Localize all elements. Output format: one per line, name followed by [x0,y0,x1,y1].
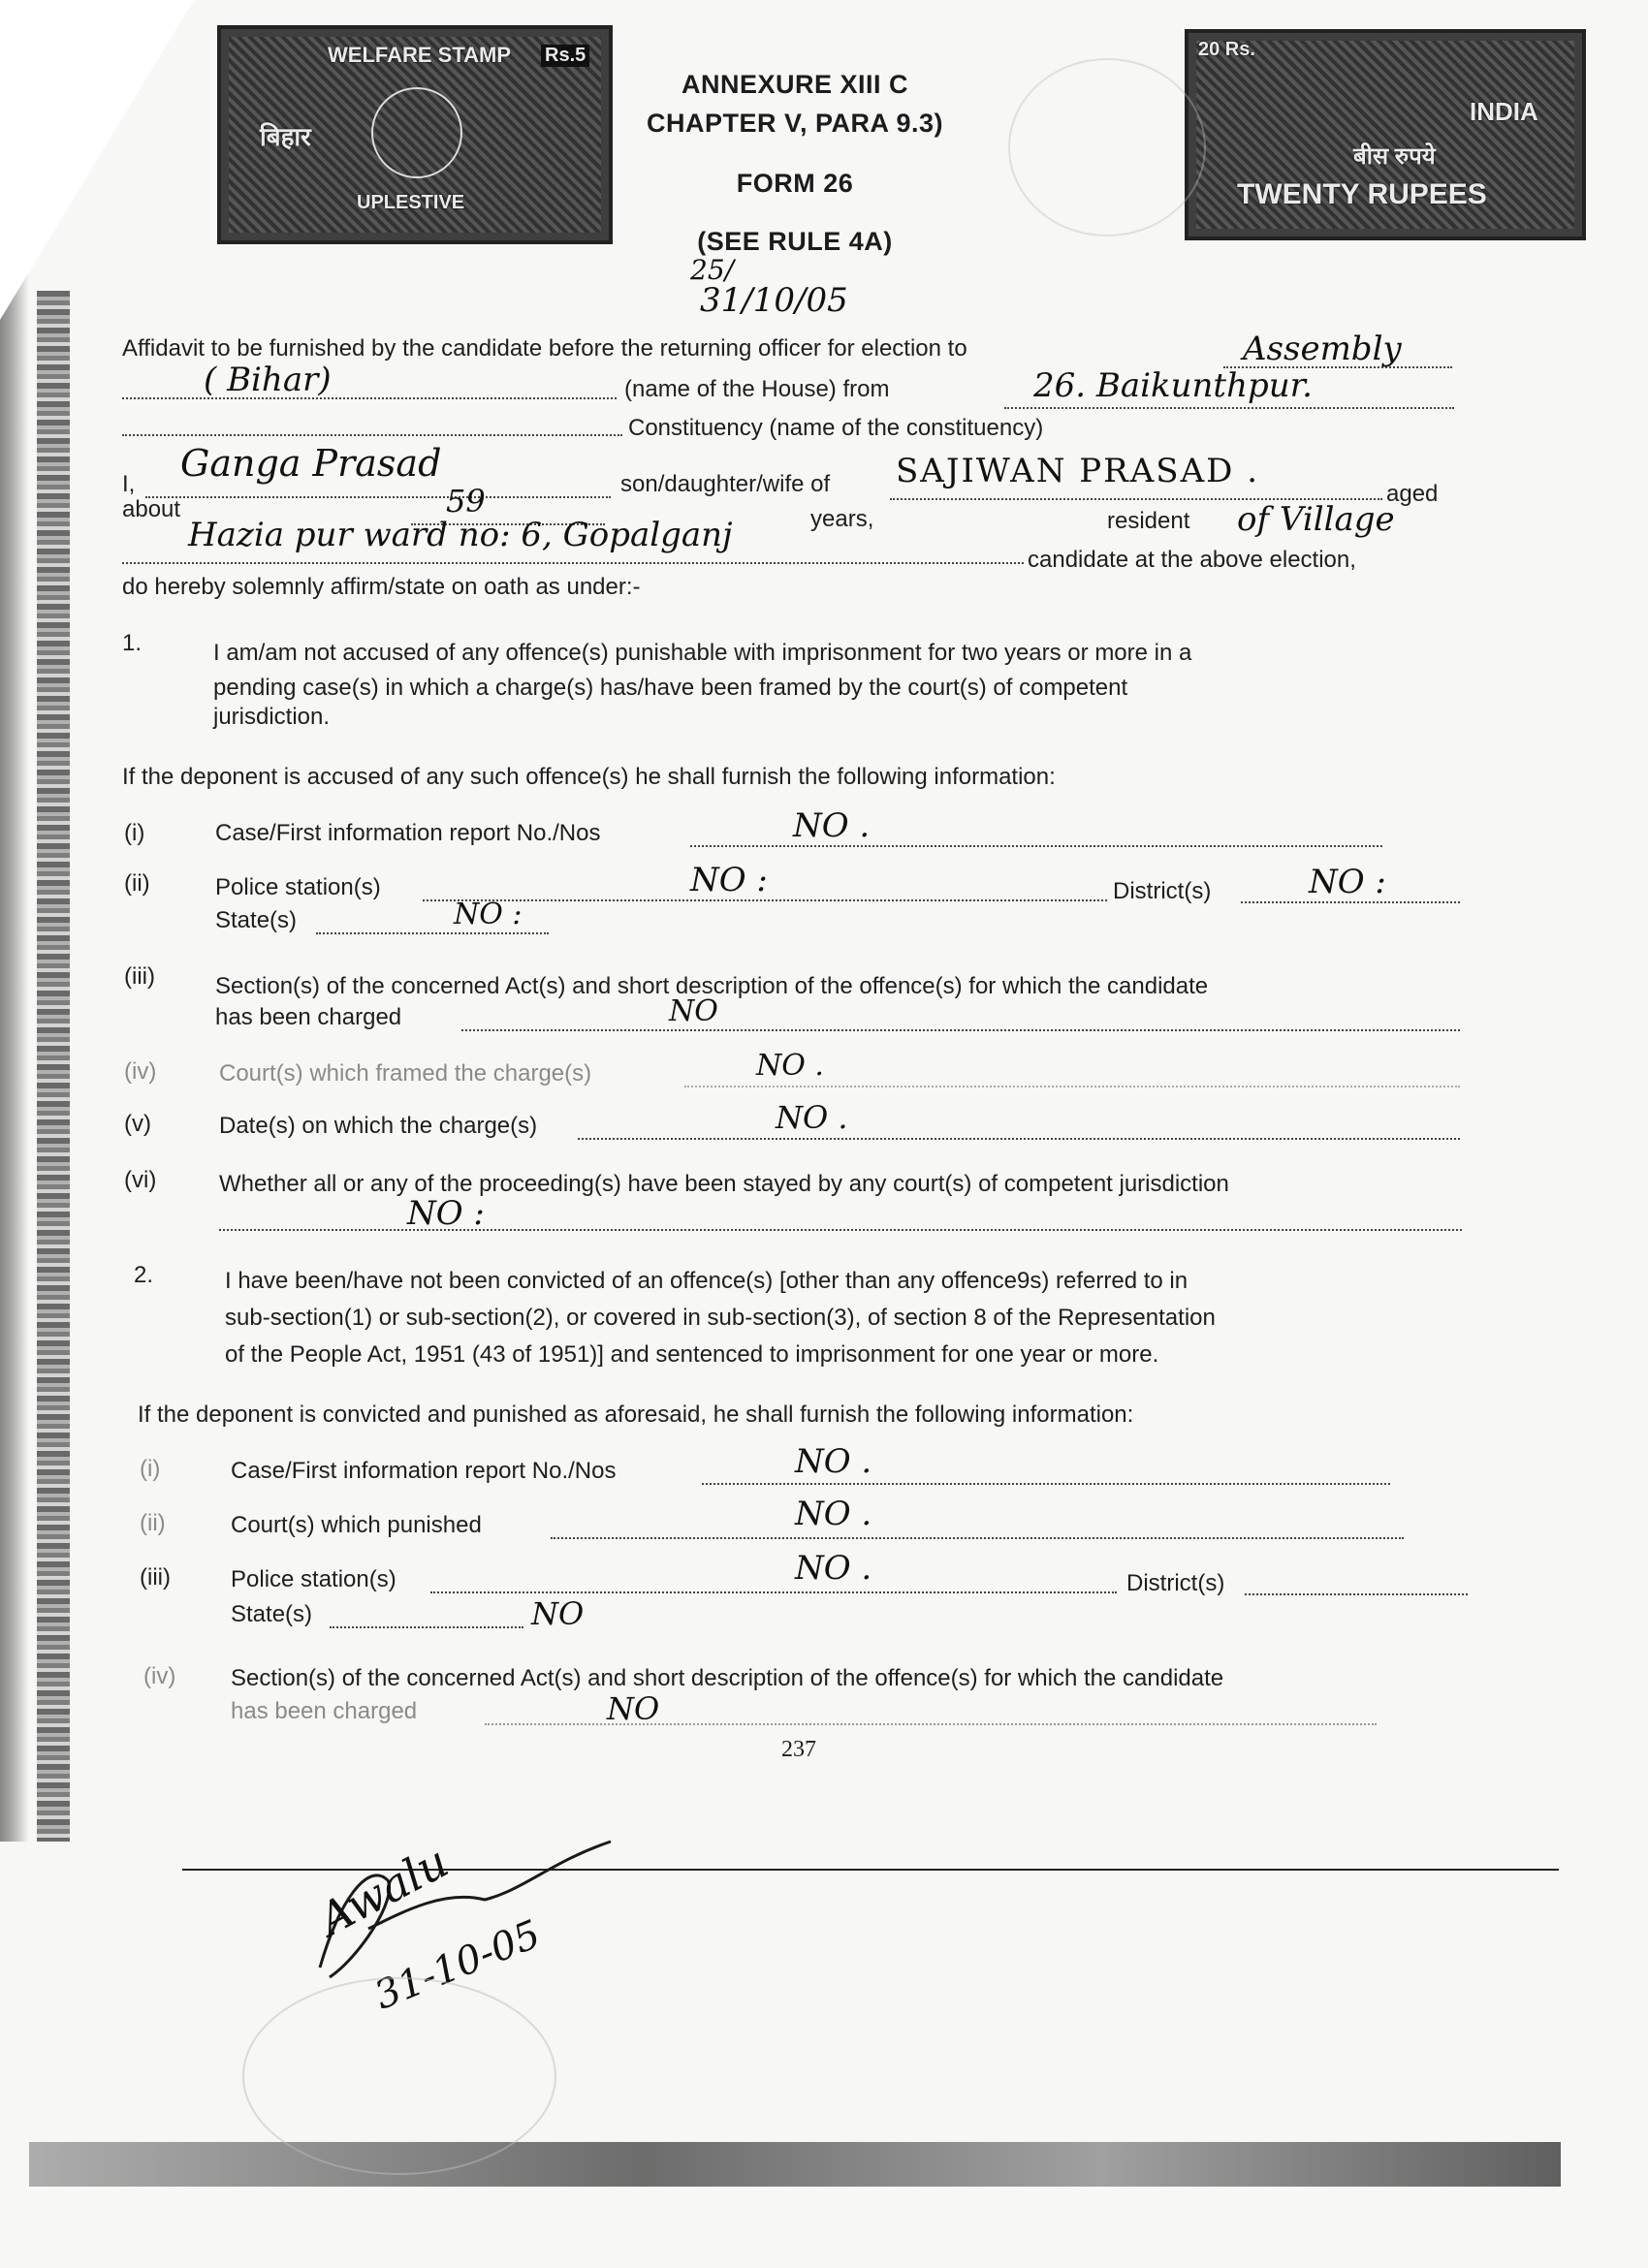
item-a-v-number: (v) [124,1111,151,1137]
label-aged: aged [1386,481,1439,507]
item-a-iii-number: (iii) [124,963,155,990]
fill-line [1004,407,1454,409]
affirm-line: do hereby solemnly affirm/state on oath as under:- [122,574,641,600]
answer-a-iii: NO [669,994,718,1028]
fill-line [1245,1593,1468,1595]
item-b-ii-number: (ii) [140,1510,166,1536]
fill-line [1241,901,1460,903]
item-b-iv-line-2: has been charged [231,1698,418,1724]
label-district: District(s) [1113,878,1212,904]
para-1-line-1: I am/am not accused of any offence(s) punishable with imprisonment for two years or more in a [213,640,1192,666]
faint-seal [242,1977,556,2175]
handwritten-address: Hazia pur ward no: 6, Gopalganj [188,516,733,554]
stamp-emblem [371,87,462,178]
fill-line [122,562,1024,564]
answer-a-ii-police: NO : [690,861,768,899]
answer-b-ii: NO . [795,1495,872,1533]
handwritten-from: 26. Baikunthpur. [1033,366,1313,405]
handwritten-house: ( Bihar) [204,361,332,399]
item-b-iii-number: (iii) [140,1564,171,1591]
intro-line-1: Affidavit to be furnished by the candidate before the returning officer for election to [122,335,967,362]
welfare-stamp: WELFARE STAMP Rs.5 बिहार UPLESTIVE [217,25,613,244]
annexure-title: ANNEXURE XIII C [681,70,909,99]
chapter-title: CHAPTER V, PARA 9.3) [646,109,944,138]
answer-a-ii-district: NO : [1309,863,1386,901]
fill-line [316,932,549,934]
item-a-iii-line-1: Section(s) of the concerned Act(s) and short description of the offence(s) for which the candidate [215,973,1209,999]
label-candidate: candidate at the above election, [1028,547,1356,573]
fill-line [690,845,1382,847]
item-a-iv-label: Court(s) which framed the charge(s) [219,1060,592,1087]
answer-a-i: NO . [793,806,871,845]
fill-line [551,1537,1404,1539]
item-a-i-label: Case/First information report No./Nos [215,820,601,846]
para-2-number: 2. [134,1262,154,1288]
label-district-b: District(s) [1126,1570,1225,1596]
handwritten-age: 59 [446,483,486,520]
fill-line [578,1138,1460,1140]
fill-line [122,434,622,436]
item-b-i-label: Case/First information report No./Nos [231,1458,617,1484]
folded-corner [0,0,194,320]
answer-b-iv: NO [607,1690,660,1727]
para-1-condition: If the deponent is accused of any such offence(s) he shall furnish the following information: [122,764,1056,790]
answer-b-i: NO . [795,1442,872,1481]
label-years: years, [810,506,874,532]
fill-line [461,1029,1460,1031]
fill-line [702,1483,1390,1485]
item-a-vi-label: Whether all or any of the proceeding(s) have been stayed by any court(s) of competent jurisdiction [219,1171,1229,1197]
form-title: FORM 26 [736,169,854,198]
answer-a-ii-state: NO : [454,898,523,931]
item-b-iv-line-1: Section(s) of the concerned Act(s) and short description of the offence(s) for which the candidate [231,1665,1224,1691]
answer-a-v: NO . [776,1099,848,1136]
item-b-iii-label: Police station(s) [231,1566,396,1592]
scan-bottom-band [29,2142,1561,2187]
para-1-number: 1. [122,630,143,656]
handwritten-election: Assembly [1243,330,1402,368]
answer-b-iii-police: NO . [795,1549,872,1588]
para-2-line-3: of the People Act, 1951 (43 of 1951)] and sentenced to imprisonment for one year or more. [225,1341,1159,1368]
fill-line [430,1591,1117,1593]
fill-line [684,1086,1460,1087]
item-a-iv-number: (iv) [124,1058,157,1085]
item-a-ii-number: (ii) [124,870,150,897]
fill-line [219,1229,1462,1231]
signature-date: 31-10-05 [368,1911,547,2019]
fill-line [122,397,617,399]
fill-line [145,496,611,498]
answer-a-vi: NO : [407,1194,485,1233]
item-a-v-label: Date(s) on which the charge(s) [219,1113,538,1139]
faint-seal-top [1008,58,1206,236]
label-state-b: State(s) [231,1601,313,1627]
answer-b-iii-state: NO [531,1595,585,1632]
item-b-ii-label: Court(s) which punished [231,1512,482,1538]
label-resident: resident [1107,508,1190,534]
item-a-iii-line-2: has been charged [215,1004,402,1030]
page-number: 237 [781,1737,816,1762]
answer-a-iv: NO . [756,1049,824,1083]
item-b-iv-number: (iv) [143,1663,176,1689]
handwritten-note: 25/ [690,254,735,286]
item-a-vi-number: (vi) [124,1167,157,1193]
fill-line [330,1626,523,1628]
binding-strip [37,291,70,1842]
para-2-line-1: I have been/have not been convicted of an offence(s) [other than any offence9s) referred to in [225,1268,1188,1294]
para-2-line-2: sub-section(1) or sub-section(2), or covered in sub-section(3), of section 8 of the Representation [225,1305,1216,1331]
intro-line-3: Constituency (name of the constituency) [628,415,1044,441]
item-a-i-number: (i) [124,820,145,846]
handwritten-parent: SAJIWAN PRASAD . [896,452,1260,490]
para-2-condition: If the deponent is convicted and punished as aforesaid, he shall furnish the following information: [138,1402,1134,1428]
label-son-daughter-wife: son/daughter/wife of [620,471,831,497]
twenty-rupee-stamp: 20 Rs. INDIA बीस रुपये TWENTY RUPEES [1185,29,1586,240]
handwritten-date-top: 31/10/05 [700,281,848,320]
item-b-i-number: (i) [140,1456,161,1482]
fill-line [423,899,1107,901]
item-a-ii-label: Police station(s) [215,874,381,900]
label-about: about [122,496,181,522]
handwritten-name: Ganga Prasad [180,442,442,485]
label-i: I, [122,471,136,497]
para-1-line-2: pending case(s) in which a charge(s) has/have been framed by the court(s) of competent [213,675,1128,701]
rule-title: (SEE RULE 4A) [697,227,893,256]
para-1-line-3: jurisdiction. [213,704,331,730]
signature-text: Awalu [310,1835,457,1946]
label-state: State(s) [215,907,298,933]
handwritten-resident: of Village [1237,500,1395,539]
intro-line-2: (name of the House) from [624,376,890,402]
